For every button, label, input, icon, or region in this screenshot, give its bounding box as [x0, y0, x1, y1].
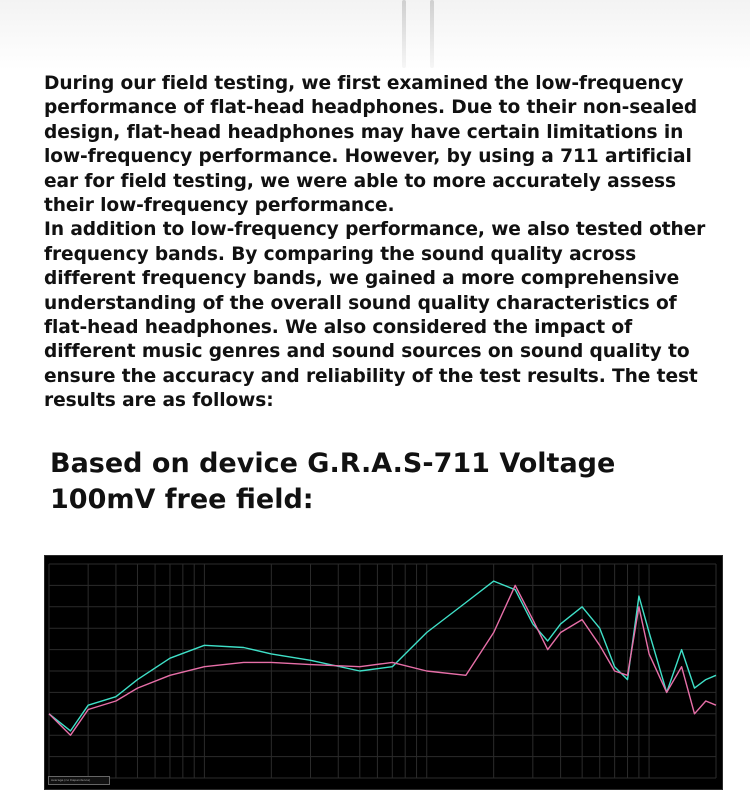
legend: Average (no Dependence): [48, 776, 110, 785]
frequency-response-chart: [44, 555, 723, 790]
body-text: [44, 72, 714, 414]
chart-svg: [45, 556, 722, 789]
chart-heading: Based on device G.R.A.S-711 Voltage 100mV free field:: [50, 448, 616, 515]
paragraph-2: In addition to low-frequency performance, we also tested other frequency bands. By comparing the sound quality across different frequency bands, we gained a more comprehensive understanding of the overall sound quality characteristics of flat-head headphones. We also considered the impact of different music genres and sound sources on sound quality to ensure the accuracy and reliability of the test results. The test results are as follows:: [44, 219, 706, 412]
top-decoration: [0, 0, 750, 70]
cable-strand: [430, 0, 434, 68]
cable-strand: [402, 0, 406, 68]
paragraph-1: During our field testing, we first examined the low-frequency performance of flat-head headphones. Due to their non-sealed design, flat-head headphones may have certain limitations in low-frequency performance. However, by using a 711 artificial ear for field testing, we were able to more accurately assess their low-frequency performance.: [44, 73, 698, 217]
